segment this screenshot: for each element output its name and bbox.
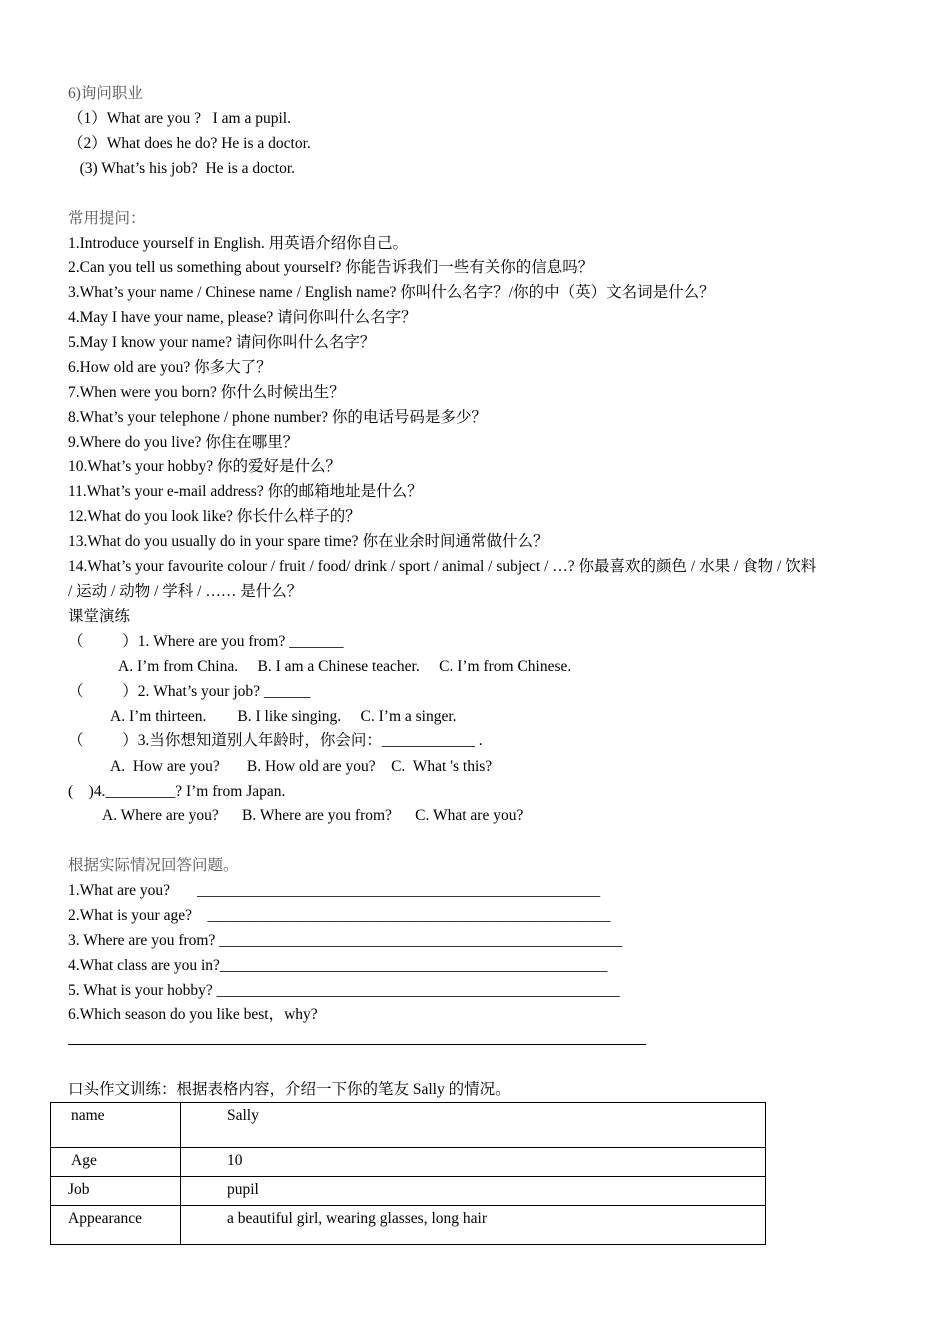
table-cell-value: a beautiful girl, wearing glasses, long hair	[181, 1206, 766, 1245]
question-item: 2.Can you tell us something about yourself? 你能告诉我们一些有关你的信息吗？	[68, 259, 594, 276]
practice-question-stem: （ ）2. What’s your job? ______	[68, 683, 311, 700]
table-cell-value: pupil	[181, 1177, 766, 1206]
question-item: 1.Introduce yourself in English. 用英语介绍你自己。	[68, 235, 409, 252]
answer-line: 4.What class are you in?__________________________________________________	[68, 957, 608, 974]
question-item: 9.Where do you live? 你住在哪里？	[68, 434, 299, 451]
question-item: 13.What do you usually do in your spare time? 你在业余时间通常做什么？	[68, 533, 549, 550]
answer-line: 3. Where are you from? ____________________________________________________	[68, 932, 623, 949]
answer-line: 2.What is your age? ____________________________________________________	[68, 907, 611, 924]
table-cell-key: name	[51, 1103, 181, 1148]
practice-question-options: A. I’m thirteen. B. I like singing. C. I’m a singer.	[110, 708, 457, 725]
practice-question-options: A. How are you? B. How old are you? C. What 's this?	[110, 758, 493, 775]
job-example-line: （1）What are you ? I am a pupil.	[68, 110, 291, 127]
section-heading-oral: 口头作文训练：根据表格内容，介绍一下你的笔友 Sally 的情况。	[68, 1081, 511, 1098]
section-heading-common-questions: 常用提问：	[68, 210, 146, 227]
practice-question-stem: （ ）3.当你想知道别人年龄时，你会问：____________ .	[68, 732, 483, 749]
practice-question-options: A. I’m from China. B. I am a Chinese teacher. C. I’m from Chinese.	[118, 658, 572, 675]
table-cell-value: 10	[181, 1148, 766, 1177]
answer-line: 6.Which season do you like best，why?	[68, 1006, 318, 1023]
job-example-line: （2）What does he do? He is a doctor.	[68, 135, 311, 152]
question-item: 6.How old are you? 你多大了？	[68, 359, 272, 376]
table-cell-value: Sally	[181, 1103, 766, 1148]
practice-question-options: A. Where are you? B. Where are you from? C. What are you?	[102, 807, 524, 824]
question-item: 11.What’s your e-mail address? 你的邮箱地址是什么？	[68, 483, 423, 500]
practice-question-stem: （ ）1. Where are you from? _______	[68, 633, 344, 650]
section-heading-job: 6)询问职业	[68, 85, 143, 102]
question-item: 12.What do you look like? 你长什么样子的？	[68, 508, 361, 525]
table-row	[51, 1177, 766, 1206]
question-item: 10.What’s your hobby? 你的爱好是什么？	[68, 458, 341, 475]
question-item-continued: / 运动 / 动物 / 学科 / …… 是什么？	[68, 583, 303, 600]
table-cell-key: Age	[51, 1148, 181, 1177]
question-item: 8.What’s your telephone / phone number? 你的电话号码是多少？	[68, 409, 487, 426]
table-row	[51, 1148, 766, 1177]
section-heading-answer: 根据实际情况回答问题。	[68, 857, 239, 874]
question-item: 7.When were you born? 你什么时候出生？	[68, 384, 345, 401]
table-cell-key: Appearance	[51, 1206, 181, 1245]
table-row	[51, 1103, 766, 1148]
question-item: 3.What’s your name / Chinese name / English name? 你叫什么名字？/你的中（英）文名词是什么？	[68, 284, 715, 301]
question-item: 14.What’s your favourite colour / fruit / food/ drink / sport / animal / subject / …? 你最喜欢的颜色 / 水果 / 食物 / 饮料	[68, 558, 817, 575]
question-item: 5.May I know your name? 请问你叫什么名字？	[68, 334, 376, 351]
answer-line: 1.What are you? ____________________________________________________	[68, 882, 601, 899]
table-cell-key: Job	[51, 1177, 181, 1206]
practice-question-stem: ( )4._________? I’m from Japan.	[68, 783, 286, 800]
table-row	[51, 1206, 766, 1245]
answer-blank-rule	[68, 1044, 646, 1045]
job-example-line: (3) What’s his job? He is a doctor.	[68, 160, 296, 177]
section-heading-practice: 课堂演练	[68, 608, 131, 625]
answer-line: 5. What is your hobby? ____________________________________________________	[68, 982, 620, 999]
pen-pal-info-table	[50, 1102, 766, 1245]
question-item: 4.May I have your name, please? 请问你叫什么名字？	[68, 309, 417, 326]
